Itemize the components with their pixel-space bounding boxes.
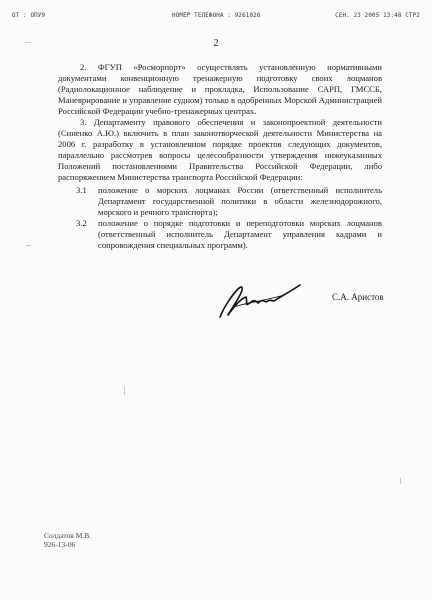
scan-dash	[400, 478, 401, 484]
scan-dash	[25, 42, 31, 43]
page-number: 2	[213, 38, 219, 49]
list-item	[58, 218, 382, 251]
paragraph-2: 2. ФГУП «Росморпорт» осуществлять установленную нормативными документами конвенционную тренажерную подготовку своих лоцманов (Радиолокационное наблюдение и прокладка, Использование САРП, ГМССБ, Маневрирование и управление судном) только в одобренных Морской Администрацией Российской Федерации учебно-тренажерных центрах.	[58, 62, 382, 116]
paragraph-3: 3. Департаменту правового обеспечения и законопроектной деятельности (Синенко А.Ю.) включить в план законотворческой деятельности Министерства на 2006 г. разработку в установленном порядке проектов следующих документов, параллельно рассмотрев вопросы целесообразности утверждения нижеуказанных Положений постановлениями Правительства Российской Федерации, либо распоряжением Министерства транспорта Российской Федерации:	[58, 117, 382, 182]
list-item-number: 3.1	[76, 185, 87, 195]
list-item	[58, 185, 382, 218]
scan-dash	[26, 245, 31, 246]
fax-sender: ОТ : ОПУ9	[12, 13, 46, 19]
signer-name: С.А. Аристов	[332, 292, 384, 302]
list-item-text: положение о порядке подготовки и переподготовки морских лоцманов (ответственный исполнитель Департамент управления кадрами и сопровождения специальных программ).	[98, 218, 382, 250]
list-item-number: 3.2	[76, 218, 87, 228]
handwritten-signature	[214, 277, 304, 321]
executor-phone: 926-13-06	[44, 540, 76, 549]
fax-date-page: СЕН. 23 2005 13:48 СТР2	[335, 13, 420, 19]
list-item-text: положение о морских лоцманах России (ответственный исполнитель Департамент государственной политики в области железнодорожного, морского и речного транспорта);	[98, 185, 382, 217]
executor-block	[44, 531, 91, 549]
executor-name: Солдатов М.В.	[44, 531, 92, 540]
scan-dash	[124, 387, 125, 395]
document-body	[58, 62, 382, 251]
fax-phone-number: НОМЕР ТЕЛЕФОНА : 9261026	[172, 13, 261, 19]
fax-header	[0, 13, 432, 23]
sub-item-list	[58, 185, 382, 251]
